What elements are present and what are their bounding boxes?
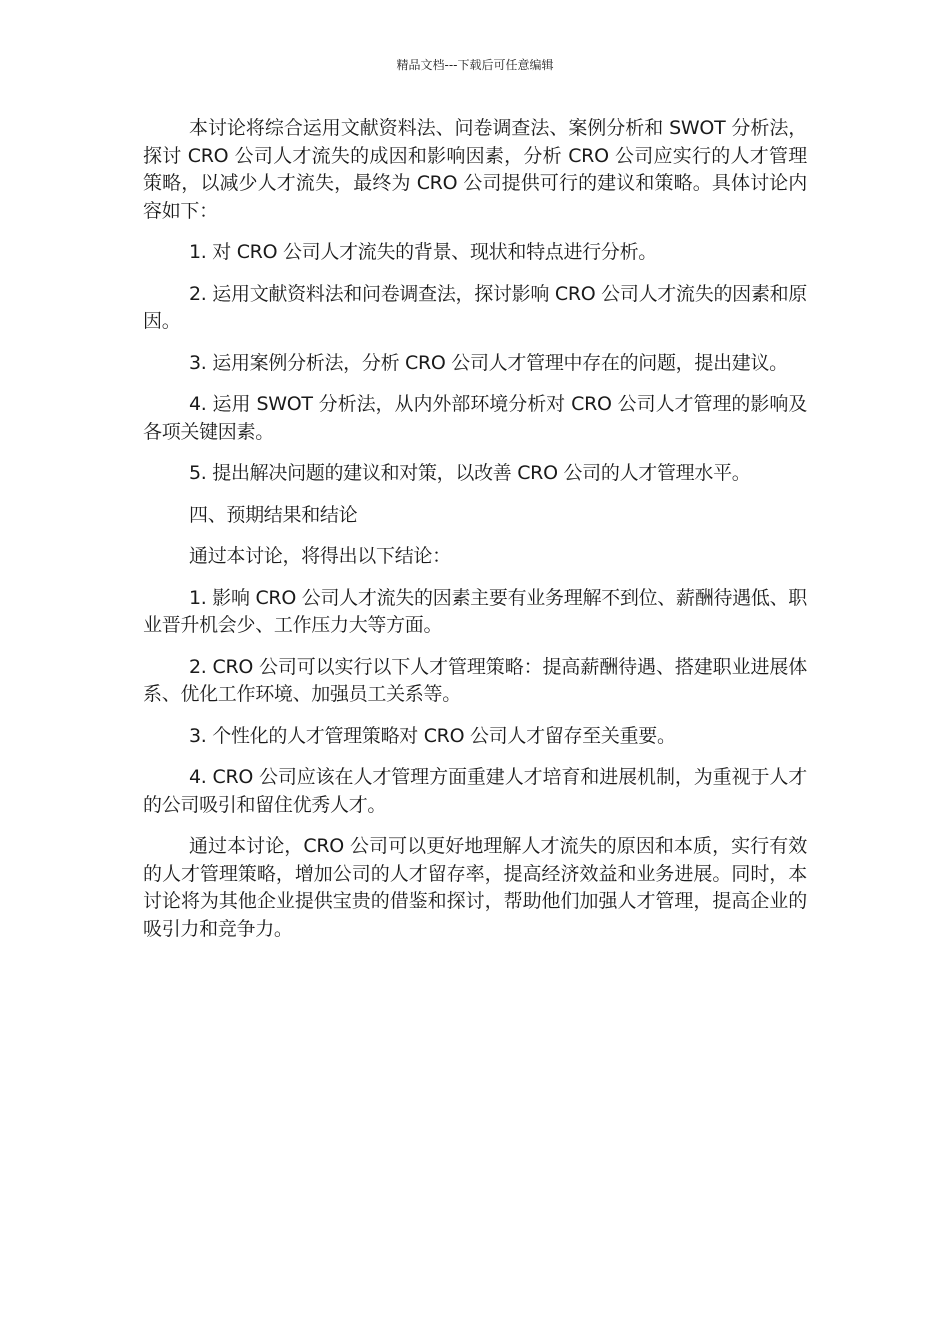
intro-paragraph: 本讨论将综合运用文献资料法、问卷调查法、案例分析和 SWOT 分析法，探讨 CRO 公司人才流失的成因和影响因素，分析 CRO 公司应实行的人才管理策略，以减少人才流失，最终为 CRO 公司提供可行的建议和策略。具体讨论内容如下：: [143, 117, 807, 222]
closing-paragraph: 通过本讨论，CRO 公司可以更好地理解人才流失的原因和本质，实行有效的人才管理策略，增加公司的人才留存率，提高经济效益和业务进展。同时，本讨论将为其他企业提供宝贵的借鉴和探讨，帮助他们加强人才管理，提高企业的吸引力和竞争力。: [143, 835, 807, 940]
conclusion-item-3: 3. 个性化的人才管理策略对 CRO 公司人才留存至关重要。: [189, 724, 676, 747]
section-heading: 四、预期结果和结论: [189, 503, 358, 526]
list-item-2: 2. 运用文献资料法和问卷调查法，探讨影响 CRO 公司人才流失的因素和原因。: [143, 282, 807, 332]
list-item-3: 3. 运用案例分析法，分析 CRO 公司人才管理中存在的问题，提出建议。: [189, 351, 788, 374]
page-header: 精品文档---下载后可任意编辑: [396, 58, 554, 72]
list-item-5: 5. 提出解决问题的建议和对策，以改善 CRO 公司的人才管理水平。: [189, 462, 751, 484]
list-item-1: 1. 对 CRO 公司人才流失的背景、现状和特点进行分析。: [189, 241, 657, 263]
conclusion-intro: 通过本讨论，将得出以下结论：: [189, 545, 451, 567]
conclusion-item-1: 1. 影响 CRO 公司人才流失的因素主要有业务理解不到位、薪酬待遇低、职业晋升机会少、工作压力大等方面。: [143, 586, 807, 636]
conclusion-item-2: 2. CRO 公司可以实行以下人才管理策略：提高薪酬待遇、搭建职业进展体系、优化工作环境、加强员工关系等。: [143, 655, 807, 705]
conclusion-item-4: 4. CRO 公司应该在人才管理方面重建人才培育和进展机制，为重视于人才的公司吸引和留住优秀人才。: [143, 766, 807, 816]
document-body: [143, 115, 807, 957]
list-item-4: 4. 运用 SWOT 分析法，从内外部环境分析对 CRO 公司人才管理的影响及各项关键因素。: [143, 393, 807, 443]
